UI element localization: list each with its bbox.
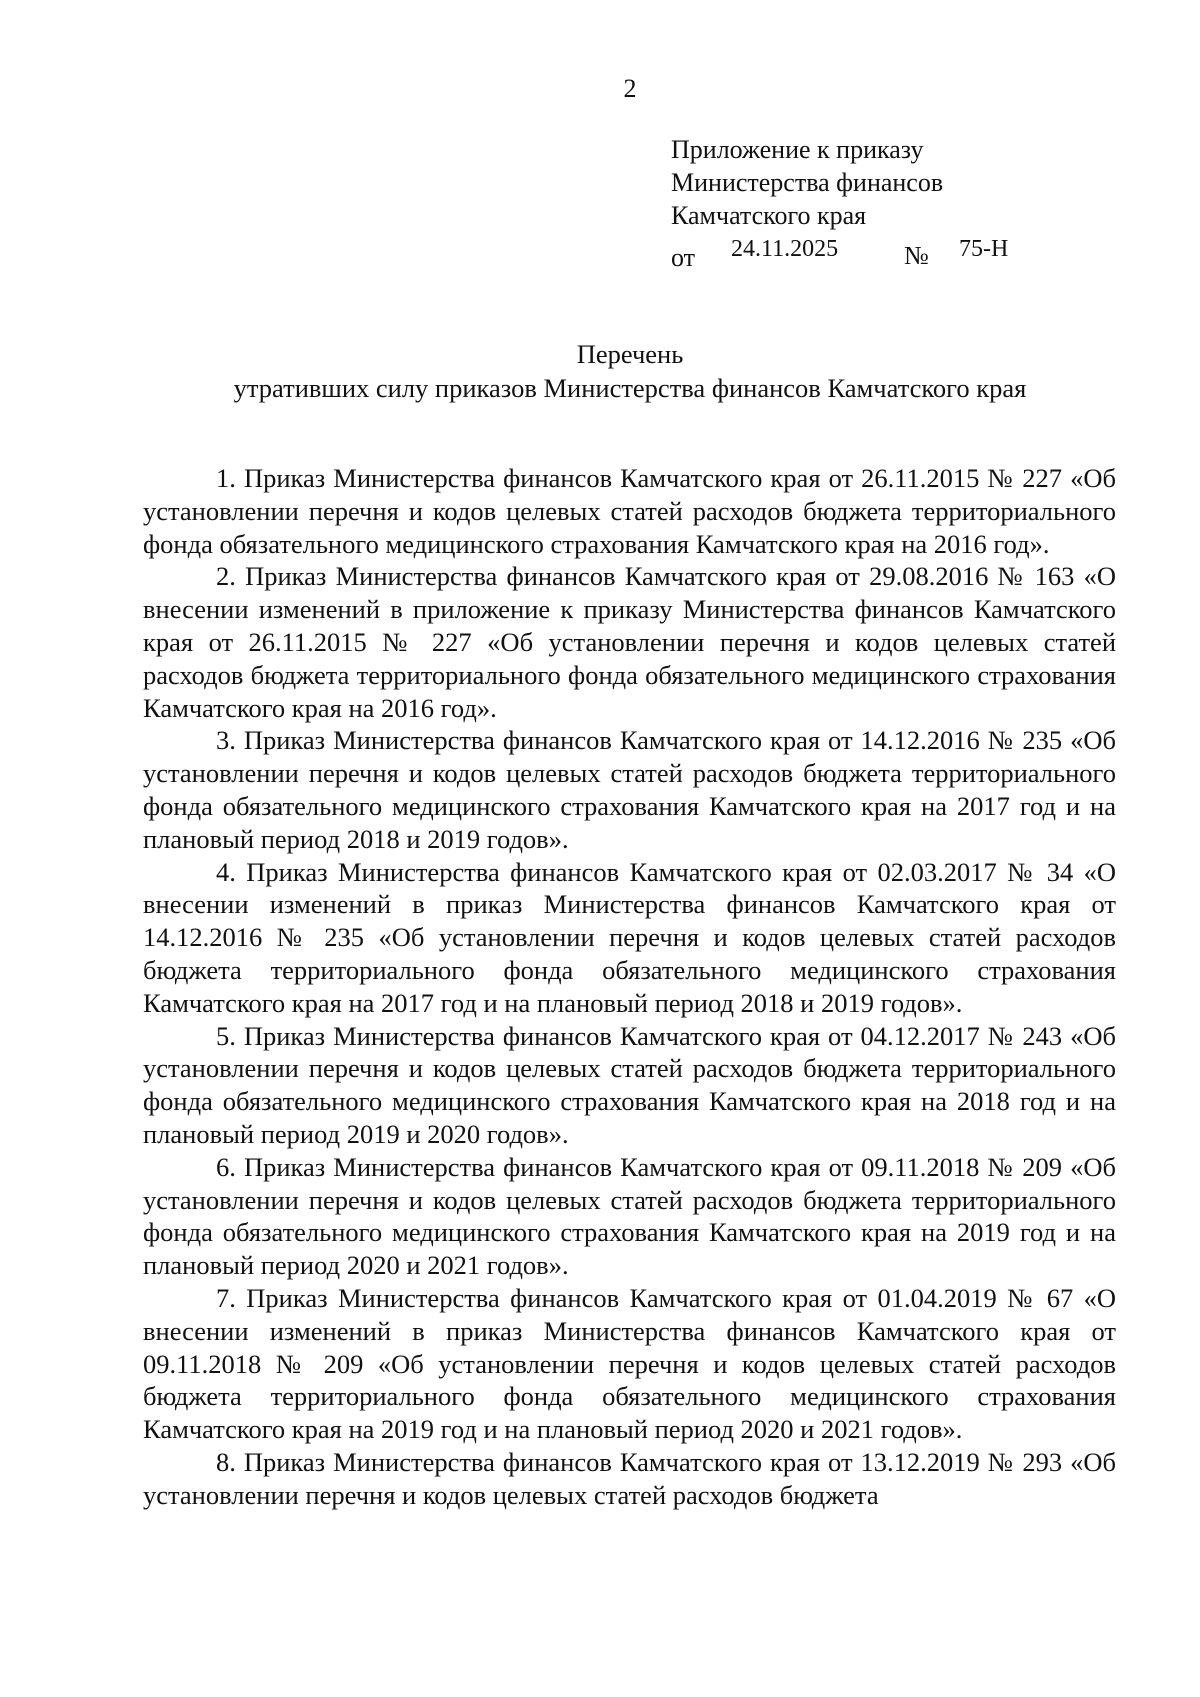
list-item-5: 5. Приказ Министерства финансов Камчатского края от 04.12.2017 № 243 «Об установлении перечня и кодов целевых статей расходов бюджета территориального фонда обязательного медицинского страхования Камчатского края на 2018 год и на плановый период 2019 и 2020 годов». [143, 1020, 1116, 1149]
from-label: от [671, 243, 696, 272]
page-number: 2 [623, 74, 637, 103]
list-item-3: 3. Приказ Министерства финансов Камчатского края от 14.12.2016 № 235 «Об установлении перечня и кодов целевых статей расходов бюджета территориального фонда обязательного медицинского страхования Камчатского края на 2017 год и на плановый период 2018 и 2019 годов». [143, 725, 1116, 854]
list-item-7: 7. Приказ Министерства финансов Камчатского края от 01.04.2019 № 67 «О внесении изменений в приказ Министерства финансов Камчатского края от 09.11.2018 № 209 «Об установлении перечня и кодов целевых статей расходов бюджета территориального фонда обязательного медицинского страхования Камчатского края на 2019 год и на плановый период 2020 и 2021 годов». [143, 1282, 1116, 1445]
list-item-1: 1. Приказ Министерства финансов Камчатского края от 26.11.2015 № 227 «Об установлении перечня и кодов целевых статей расходов бюджета территориального фонда обязательного медицинского страхования Камчатского края на 2016 год». [143, 463, 1116, 559]
appendix-line-3: Камчатского края [671, 201, 867, 230]
order-date: 24.11.2025 [731, 236, 839, 262]
number-sign: № [904, 241, 929, 270]
orders-list [143, 462, 1116, 1512]
appendix-line-2: Министерства финансов [671, 168, 944, 197]
title-line-1: Перечень [576, 339, 684, 369]
appendix-line-1: Приложение к приказу [671, 135, 924, 164]
list-item-2: 2. Приказ Министерства финансов Камчатского края от 29.08.2016 № 163 «О внесении изменений в приложение к приказу Министерства финансов Камчатского края от 26.11.2015 № 227 «Об установлении перечня и кодов целевых статей расходов бюджета территориального фонда обязательного медицинского страхования Камчатского края на 2016 год». [143, 561, 1116, 723]
title-line-2: утративших силу приказов Министерства финансов Камчатского края [233, 373, 1027, 403]
order-date-number-row [671, 233, 1091, 272]
list-item-6: 6. Приказ Министерства финансов Камчатского края от 09.11.2018 № 209 «Об установлении перечня и кодов целевых статей расходов бюджета территориального фонда обязательного медицинского страхования Камчатского края на 2019 год и на плановый период 2020 и 2021 годов». [143, 1151, 1116, 1281]
list-item-8: 8. Приказ Министерства финансов Камчатского края от 13.12.2019 № 293 «Об установлении перечня и кодов целевых статей расходов бюджета [143, 1446, 1116, 1510]
order-number: 75-Н [959, 236, 1009, 262]
list-item-4: 4. Приказ Министерства финансов Камчатского края от 02.03.2017 № 34 «О внесении изменений в приказ Министерства финансов Камчатского края от 14.12.2016 № 235 «Об установлении перечня и кодов целевых статей расходов бюджета территориального фонда обязательного медицинского страхования Камчатского края на 2017 год и на плановый период 2018 и 2019 годов». [143, 856, 1116, 1018]
document-title [140, 337, 1120, 405]
appendix-header [671, 133, 1091, 272]
